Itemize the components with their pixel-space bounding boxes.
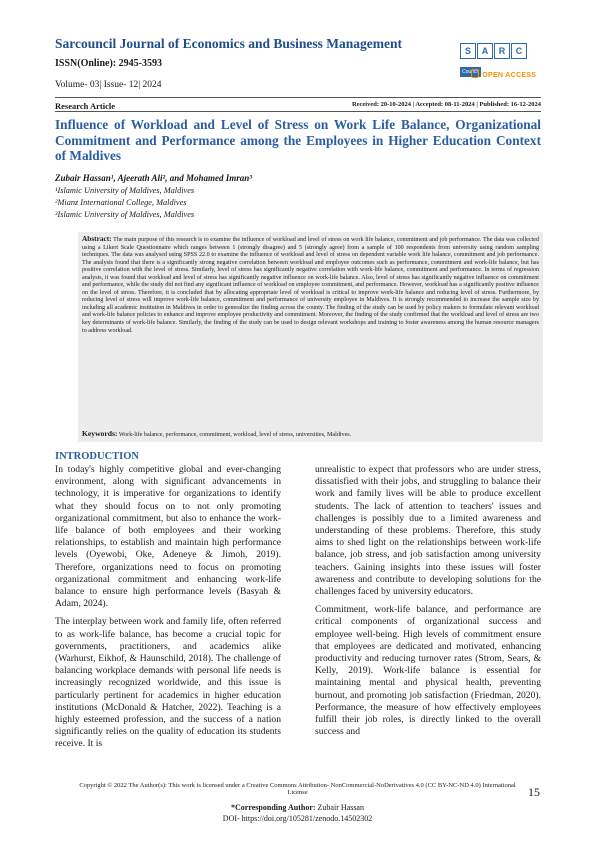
volume-issue: Volume- 03| Issue- 12| 2024 — [55, 80, 162, 90]
paragraph: The interplay between work and family life, often referred to as work-life balance, has become a crucial topic for governments, practitioners, and academics alike (Warhurst, Eikhof, & Haunschild, 2018). The challenge of balancing workplace demands with personal life needs is increasingly recognized worldwide, and this issue is particularly pertinent for academics in higher education institutions (McDonald & Hatcher, 2022). Teaching is a highly esteemed profession, and the success of a nation significantly relies on the quality of education its students receive. It is — [55, 616, 281, 750]
paragraph: unrealistic to expect that professors who are under stress, dissatisfied with their jobs, and struggling to balance their work and family lives will be able to produce excellent students. The lack of attention to teachers' issues and challenges is possibly due to a limited awareness and understanding of these problems. Therefore, this study aims to shed light on the relationships between work-life balance, job stress, and job satisfaction among university teachers. Gaining insights into these issues will foster awareness and contribute to developing solutions for the challenges faced by university educators. — [315, 464, 541, 598]
accepted-date: 08-11-2024 — [444, 101, 475, 108]
paper-title: Influence of Workload and Level of Stress on Work Life Balance, Organizational Commitment and Performance among the Employees in Higher Education Context of Maldives — [55, 117, 541, 163]
article-dates: Received: 20-10-2024 | Accepted: 08-11-2024 | Published: 16-12-2024 — [351, 101, 541, 108]
issn: ISSN(Online): 2945-3593 — [55, 58, 162, 69]
abstract-text: The main purpose of this research is to examine the influence of workload and level of stress on work life balance, commitment and job performance. The data was collected using a Likert Scale Questionnaire which ranges between 1 (strongly disagree) and 5 (strongly agree) from a sample of 100 respondents from university using random sampling techniques. The data was analysed using SPSS 22.0 to examine the influence of workload and level of stress on dependent variable work life balance, commitment and job performance. The analysis found that there is a significantly strong negative correlation between workload and employee outcomes such as performance, commitment and work-life balance, but has positive correlation with the level of stress. Similarly, level of stress has significantly negative correlation with work-life balance, commitment and performance. In terms of regression analysis, it was found that workload and level of stress has significantly negative influence on work-life balance. Also, level of stress has significantly negative influence on commitment and performance, while the study did not find any significant influence of workload on employee commitment, and performance. However, workload has a significantly positive influence on the level of stress. Therefore, it is concluded that by allocating appropriate level of workload is critical to improve work-life balance and reducing level of stress. Furthermore, by reducing level of stress will improve work-life balance, commitment and performance of university employee in Maldives. It is strongly recommended to increase the sample size by including all academic institution in Maldives in order to generalize the finding across the county. The finding of the study can be used by policy makers to formulate relevant workload and work-life balance policies to enhance and improve employee productivity and commitment. Moreover, the finding of the study confirmed that the workload and level of stress are two key determinants of work-life balance. Similarly, the finding of the study can be used to design relevant workshops and training to foster awareness among the human resource managers to address workload. — [82, 237, 539, 334]
open-access-badge — [470, 69, 536, 79]
corresponding-author — [40, 803, 555, 812]
abstract — [82, 235, 539, 335]
affiliation: ²Mianz International College, Maldives — [55, 198, 187, 207]
logo-letter: A — [477, 43, 493, 59]
doi: DOI- https://doi.org/105281/zenodo.14502302 — [222, 814, 373, 823]
published-date: 16-12-2024 — [510, 101, 541, 108]
page-number: 15 — [528, 785, 540, 799]
logo-letter: C — [511, 43, 527, 59]
header-rule-bottom — [55, 111, 541, 112]
logo-letter: S — [460, 43, 476, 59]
header-rule-top — [55, 97, 541, 98]
section-heading: INTRODUCTION — [55, 451, 140, 462]
open-lock-icon — [471, 69, 479, 78]
published-label: Published: — [479, 101, 510, 108]
accepted-label: Accepted: — [415, 101, 444, 108]
corr-name: Zubair Hassan — [315, 803, 364, 812]
sarc-logo — [460, 41, 540, 75]
open-access-label: OPEN ACCESS — [482, 72, 537, 79]
keywords-text: Work-life balance, performance, commitment, workload, level of stress, universities, Maldives. — [117, 432, 352, 438]
article-type: Research Article — [55, 101, 116, 111]
received-date: 20-10-2024 — [380, 101, 411, 108]
logo-letter: R — [494, 43, 510, 59]
paragraph: In today's highly competitive global and ever-changing environment, along with significant advancements in technology, it is imperative for organizations to identify what they should focus on to not only promoting organizational commitment, but also to enhance the work-life balance of both employees and their working relationships, to establish and maintain high performance levels (Oyewobi, Oke, Adeneye & Jimoh, 2019). Therefore, organizations need to focus on promoting organizational commitment and enhancing work-life balance to ensure high performance levels (Basyah & Adam, 2024). — [55, 464, 281, 610]
authors: Zubair Hassan¹, Ajeerath Ali², and Mohamed Imran³ — [55, 173, 252, 183]
logo-tag: Council — [462, 69, 479, 75]
copyright: Copyright © 2022 The Author(s): This work is licensed under a Creative Commons Attribution- NonCommercial-NoDerivatives 4.0 (CC BY-NC-ND 4.0) International License — [79, 782, 516, 796]
keywords-label: Keywords: — [82, 429, 118, 438]
affiliation: ³Islamic University of Maldives, Maldives — [55, 210, 195, 219]
received-label: Received: — [351, 101, 380, 108]
paragraph: Commitment, work-life balance, and performance are critical components of organizational success and employee well-being. High levels of commitment ensure that employees are dedicated and motivated, enhancing productivity and reducing turnover rates (Strom, Sears, & Kelly, 2019). Work-life balance is essential for maintaining mental and physical health, preventing burnout, and promoting job satisfaction (Friedman, 2020). Performance, the measure of how effectively employees fulfill their job roles, is directly linked to the overall success and — [315, 604, 541, 738]
right-column — [315, 464, 541, 744]
abstract-label: Abstract: — [82, 234, 112, 243]
keywords — [82, 429, 539, 438]
corr-label: *Corresponding Author: — [231, 803, 316, 812]
left-column — [55, 464, 281, 757]
affiliation: ¹Islamic University of Maldives, Maldives — [55, 186, 195, 195]
journal-name: Sarcouncil Journal of Economics and Business Management — [55, 36, 403, 51]
